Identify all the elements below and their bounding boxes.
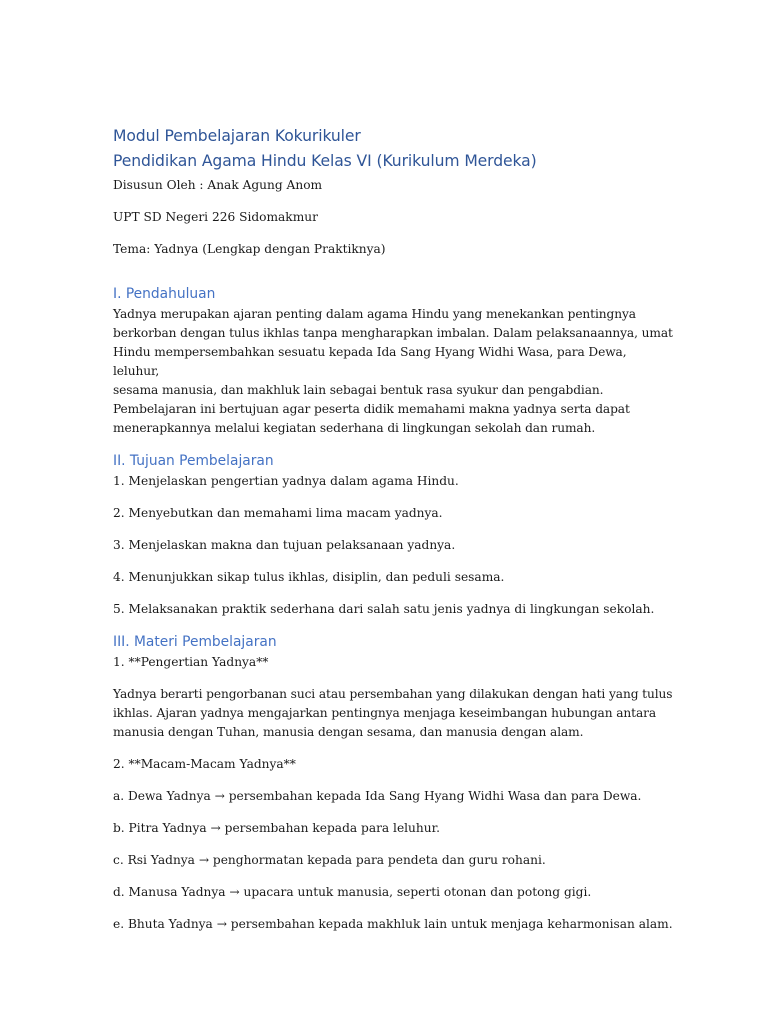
pendahuluan-paragraph	[113, 305, 673, 438]
pengertian-line: Yadnya berarti pengorbanan suci atau persembahan yang dilakukan dengan hati yang tulus	[113, 687, 673, 701]
list-item: b. Pitra Yadnya → persembahan kepada para leluhur.	[113, 821, 440, 835]
list-item: 2. Menyebutkan dan memahami lima macam yadnya.	[113, 506, 443, 520]
list-item: 4. Menunjukkan sikap tulus ikhlas, disiplin, dan peduli sesama.	[113, 570, 505, 584]
list-item: c. Rsi Yadnya → penghormatan kepada para pendeta dan guru rohani.	[113, 853, 546, 867]
list-item: a. Dewa Yadnya → persembahan kepada Ida Sang Hyang Widhi Wasa dan para Dewa.	[113, 789, 642, 803]
pendahuluan-line: Yadnya merupakan ajaran penting dalam agama Hindu yang menekankan pentingnya	[113, 307, 636, 321]
pendahuluan-line: Pembelajaran ini bertujuan agar peserta didik memahami makna yadnya serta dapat	[113, 402, 630, 416]
pengertian-line: manusia dengan Tuhan, manusia dengan sesama, dan manusia dengan alam.	[113, 725, 584, 739]
document-content	[113, 124, 673, 934]
subsection-title-pengertian: 1. **Pengertian Yadnya**	[113, 655, 269, 669]
subsection-title-macam: 2. **Macam-Macam Yadnya**	[113, 757, 296, 771]
list-item: e. Bhuta Yadnya → persembahan kepada makhluk lain untuk menjaga keharmonisan alam.	[113, 917, 673, 931]
theme-line: Tema: Yadnya (Lengkap dengan Praktiknya)	[113, 242, 386, 256]
pendahuluan-line: menerapkannya melalui kegiatan sederhana di lingkungan sekolah dan rumah.	[113, 421, 596, 435]
pengertian-line: ikhlas. Ajaran yadnya mengajarkan pentingnya menjaga keseimbangan hubungan antara	[113, 706, 656, 720]
tujuan-list	[113, 472, 673, 619]
pengertian-paragraph	[113, 685, 673, 742]
section-heading-tujuan: II. Tujuan Pembelajaran	[113, 453, 274, 469]
author-line: Disusun Oleh : Anak Agung Anom	[113, 178, 323, 192]
document-title-line-1: Modul Pembelajaran Kokurikuler	[113, 127, 361, 145]
section-heading-materi: III. Materi Pembelajaran	[113, 634, 277, 650]
list-item: d. Manusa Yadnya → upacara untuk manusia, seperti otonan dan potong gigi.	[113, 885, 592, 899]
section-heading-pendahuluan: I. Pendahuluan	[113, 286, 216, 302]
document-title-line-2: Pendidikan Agama Hindu Kelas VI (Kurikulum Merdeka)	[113, 152, 537, 170]
pendahuluan-line: Hindu mempersembahkan sesuatu kepada Ida Sang Hyang Widhi Wasa, para Dewa, leluhur,	[113, 345, 627, 378]
pendahuluan-line: sesama manusia, dan makhluk lain sebagai bentuk rasa syukur dan pengabdian.	[113, 383, 604, 397]
list-item: 1. Menjelaskan pengertian yadnya dalam agama Hindu.	[113, 474, 459, 488]
pendahuluan-line: berkorban dengan tulus ikhlas tanpa mengharapkan imbalan. Dalam pelaksanaannya, umat	[113, 326, 673, 340]
macam-yadnya-list	[113, 787, 673, 934]
list-item: 3. Menjelaskan makna dan tujuan pelaksanaan yadnya.	[113, 538, 456, 552]
school-line: UPT SD Negeri 226 Sidomakmur	[113, 210, 318, 224]
list-item: 5. Melaksanakan praktik sederhana dari salah satu jenis yadnya di lingkungan sekolah.	[113, 602, 655, 616]
